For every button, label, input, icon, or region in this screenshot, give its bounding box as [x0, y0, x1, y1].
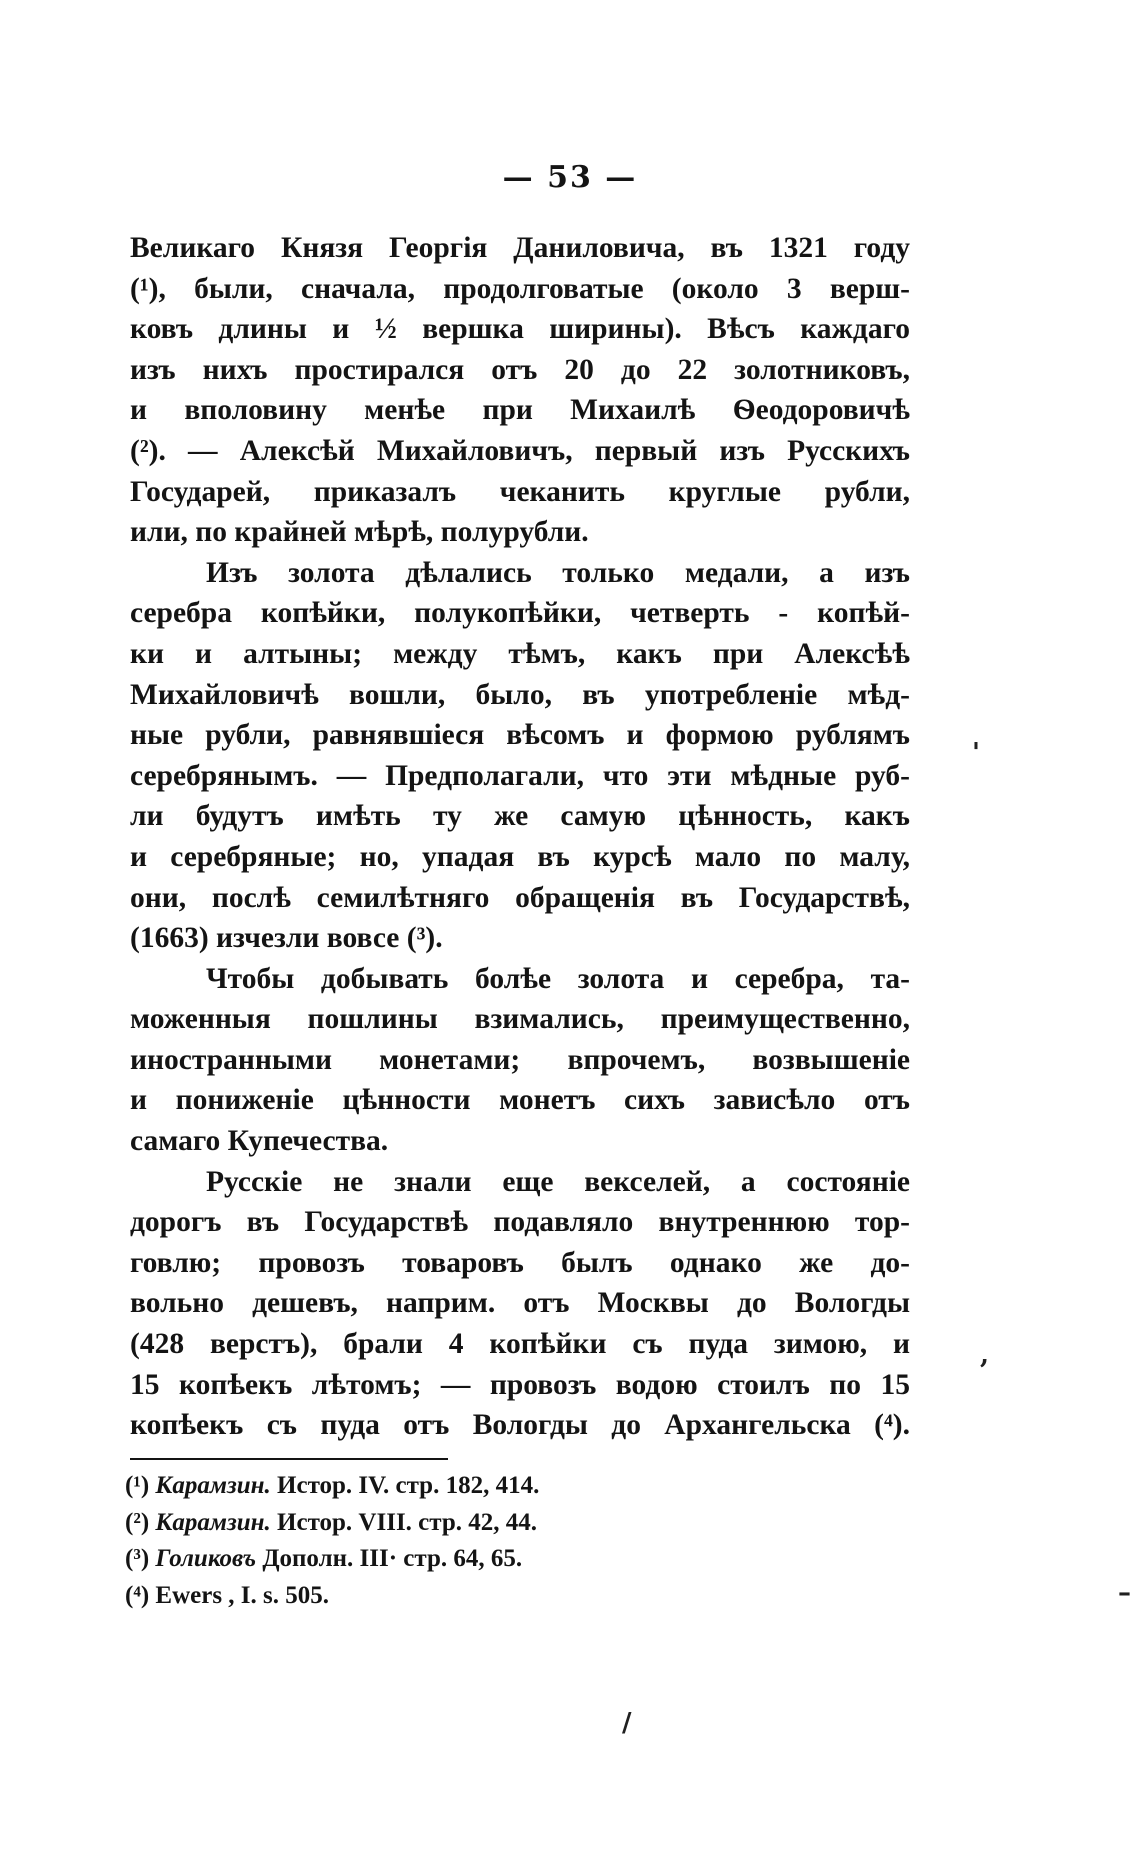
- text-line: серебра копѣйки, полукопѣйки, четверть - копѣй-: [130, 597, 910, 630]
- footnote: [125, 1541, 825, 1578]
- text-line: копѣекъ съ пуда отъ Вологды до Архангельска (⁴).: [130, 1409, 910, 1442]
- body-text: [130, 228, 910, 1446]
- text-line: серебрянымъ. — Предполагали, что эти мѣдные руб-: [130, 759, 910, 792]
- footnote-mark: (¹): [125, 1472, 150, 1499]
- text-line: ковъ длины и ½ вершка ширины). Вѣсъ каждаго: [130, 313, 910, 346]
- footnote: [125, 1468, 825, 1505]
- footnote-text: Истор. IV. стр. 182, 414.: [277, 1472, 540, 1499]
- footnote-text: Ewers , I. s. 505.: [155, 1581, 330, 1609]
- footnote: [125, 1505, 825, 1542]
- footnote-text: Истор. VIII. стр. 42, 44.: [277, 1508, 538, 1536]
- paragraph: [130, 553, 910, 959]
- text-line: Русскіе не знали еще векселей, а состояніе: [206, 1165, 910, 1198]
- text-line: вольно дешевъ, наприм. отъ Москвы до Вологды: [130, 1287, 910, 1320]
- text-line: изъ нихъ простирался отъ 20 до 22 золотниковъ,: [130, 353, 910, 386]
- text-line: Изъ золота дѣлались только медали, а изъ: [206, 556, 910, 589]
- text-line: и пониженіе цѣнности монетъ сихъ зависѣло отъ: [130, 1084, 910, 1117]
- text-line: ли будутъ имѣть ту же самую цѣнность, какъ: [130, 800, 910, 833]
- text-line: и серебряные; но, упадая въ курсѣ мало по малу,: [130, 840, 910, 873]
- paragraph: [130, 1162, 910, 1446]
- text-line: или, по крайней мѣрѣ, полурубли.: [130, 516, 589, 549]
- text-line: 15 копѣекъ лѣтомъ; — провозъ водою стоилъ по 15: [130, 1368, 910, 1401]
- scan-speck-icon: –: [1118, 1578, 1131, 1608]
- footnotes: [125, 1468, 825, 1614]
- text-line: (²). — Алексѣй Михайловичъ, первый изъ Русскихъ: [130, 434, 910, 467]
- footnote-divider: [130, 1458, 448, 1460]
- scan-speck-icon: ,: [980, 1340, 990, 1370]
- text-line: (1663) изчезли вовсе (³).: [130, 922, 443, 955]
- page-number: — 53 —: [502, 160, 638, 195]
- text-line: иностранными монетами; впрочемъ, возвышеніе: [130, 1043, 910, 1076]
- paragraph: [130, 959, 910, 1162]
- text-line: самаго Купечества.: [130, 1125, 389, 1158]
- text-line: они, послѣ семилѣтняго обращенія въ Государствѣ,: [130, 881, 910, 914]
- footnote-author: Карамзин.: [155, 1472, 271, 1499]
- text-line: (¹), были, сначала, продолговатые (около 3 верш-: [130, 272, 910, 305]
- scan-speck-icon: /: [622, 1708, 632, 1738]
- paragraph: [130, 228, 910, 553]
- text-line: и вполовину менѣе при Михаилѣ Ѳеодоровичѣ: [130, 394, 910, 427]
- footnote-author: Карамзин.: [155, 1508, 271, 1536]
- footnote-mark: (⁴): [125, 1581, 150, 1609]
- scan-speck-icon: ': [972, 738, 980, 768]
- footnote: [125, 1578, 825, 1615]
- text-line: (428 верстъ), брали 4 копѣйки съ пуда зимою, и: [130, 1328, 910, 1361]
- text-line: Чтобы добывать болѣе золота и серебра, та-: [206, 962, 910, 995]
- text-line: говлю; провозъ товаровъ былъ однако же до-: [130, 1246, 910, 1279]
- footnote-author: Голиковъ: [155, 1545, 257, 1572]
- text-line: моженныя пошлины взимались, преимущественно,: [130, 1003, 910, 1036]
- footnote-mark: (³): [125, 1545, 150, 1572]
- text-line: ные рубли, равнявшіеся вѣсомъ и формою рублямъ: [130, 719, 910, 752]
- footnote-mark: (²): [125, 1508, 150, 1536]
- text-line: ки и алтыны; между тѣмъ, какъ при Алексѣѣ: [130, 637, 910, 670]
- text-line: Государей, приказалъ чеканить круглые рубли,: [130, 475, 910, 508]
- text-line: дорогъ въ Государствѣ подавляло внутреннюю тор-: [130, 1206, 910, 1239]
- text-line: Великаго Князя Георгія Даниловича, въ 1321 году: [130, 232, 910, 264]
- footnote-text: Дополн. III· стр. 64, 65.: [262, 1545, 523, 1572]
- text-line: Михайловичѣ вошли, было, въ употребленіе мѣд-: [130, 678, 910, 711]
